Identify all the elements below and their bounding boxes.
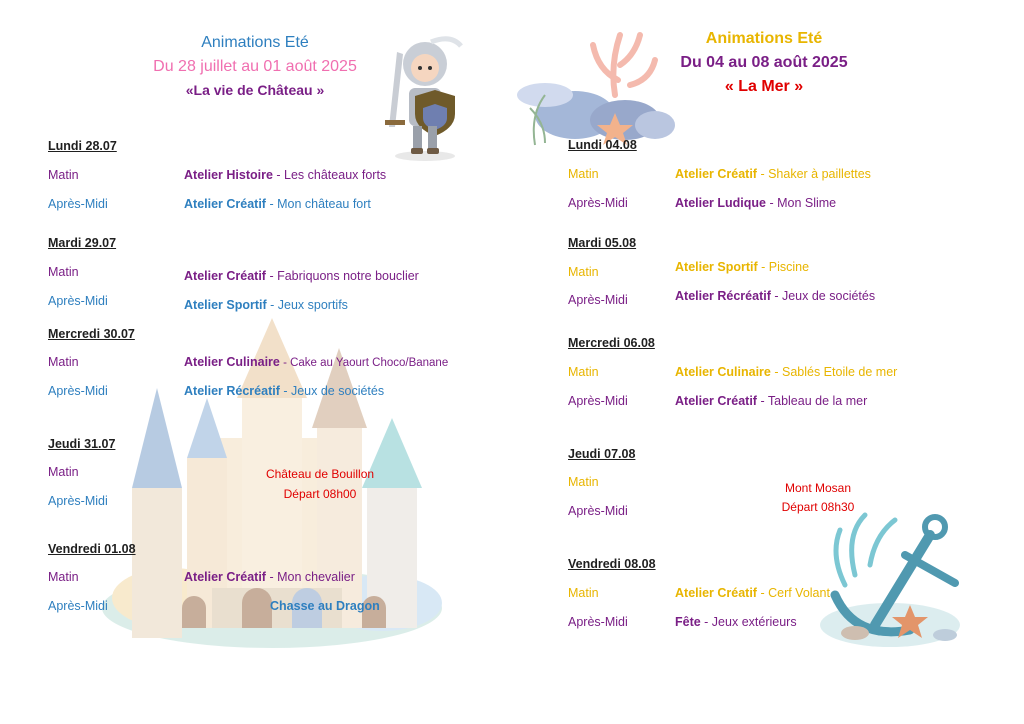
slot-apres-midi: Après-Midi [568,196,628,210]
activity [675,167,871,181]
activity-name: Atelier Créatif [184,570,266,584]
slot-matin: Matin [48,355,79,369]
day-label: Mardi 05.08 [568,236,637,250]
activity [675,196,836,210]
activity-name: Atelier Créatif [184,269,266,283]
slot-matin: Matin [568,475,599,489]
outing-departure: Départ 08h30 [781,500,855,514]
slot-matin: Matin [568,365,599,379]
right-dates: Du 04 au 08 août 2025 [680,54,848,71]
day-label: Vendredi 01.08 [48,542,136,556]
slot-apres-midi: Après-Midi [48,599,108,613]
activity [184,168,386,182]
right-theme: « La Mer » [724,78,804,95]
activity-desc: - Mon Slime [765,196,837,210]
anchor-illustration [815,505,975,655]
activity-desc: - Shaker à paillettes [756,167,871,181]
slot-apres-midi: Après-Midi [568,504,628,518]
activity-name: Atelier Histoire [184,168,273,182]
activity-name: Atelier Culinaire [675,365,771,379]
activity [184,298,348,312]
activity-name: Atelier Créatif [675,167,757,181]
activity-desc: - Sablés Etoile de mer [770,365,898,379]
activity-desc: - Mon château fort [265,197,371,211]
activity-desc: - Cerf Volant [756,586,830,600]
activity-name: Atelier Ludique [675,196,766,210]
left-dates: Du 28 juillet au 01 août 2025 [153,58,357,75]
activity [184,269,419,283]
slot-apres-midi: Après-Midi [48,197,108,211]
day-label: Lundi 04.08 [568,138,637,152]
day-label: Mercredi 30.07 [48,327,135,341]
activity [675,365,897,379]
activity [270,599,380,613]
activity-desc: - Mon chevalier [265,570,355,584]
activity-desc: - Piscine [757,260,810,274]
activity-name: Fête [675,615,701,629]
day-label: Lundi 28.07 [48,139,117,153]
slot-apres-midi: Après-Midi [48,494,108,508]
slot-apres-midi: Après-Midi [568,615,628,629]
activity-desc: - Les châteaux forts [272,168,387,182]
activity [184,355,448,369]
slot-apres-midi: Après-Midi [48,384,108,398]
day-label: Mardi 29.07 [48,236,117,250]
day-label: Jeudi 31.07 [48,437,116,451]
activity-name: Atelier Créatif [184,197,266,211]
activity-name: Atelier Créatif [675,586,757,600]
activity-desc: - Fabriquons notre bouclier [265,269,419,283]
activity-name: Atelier Sportif [675,260,758,274]
slot-matin: Matin [48,265,79,279]
slot-apres-midi: Après-Midi [568,394,628,408]
left-theme: «La vie de Château » [185,82,325,98]
day-label: Mercredi 06.08 [568,336,655,350]
day-label: Vendredi 08.08 [568,557,656,571]
activity [675,289,875,303]
slot-matin: Matin [48,570,79,584]
activity [184,384,384,398]
activity-desc: - Jeux extérieurs [700,615,797,629]
outing-destination: Mont Mosan [784,481,852,495]
activity-name: Atelier Sportif [184,298,267,312]
activity-desc: - Jeux de sociétés [770,289,876,303]
day-label: Jeudi 07.08 [568,447,636,461]
activity [675,394,867,408]
right-title: Animations Eté [705,30,823,47]
activity-name: Atelier Récréatif [184,384,280,398]
activity-name: Atelier Récréatif [675,289,771,303]
outing-destination: Château de Bouillon [265,467,375,481]
slot-matin: Matin [568,586,599,600]
activity-desc: - Jeux de sociétés [279,384,385,398]
slot-apres-midi: Après-Midi [48,294,108,308]
activity-desc: - Cake au Yaourt Choco/Banane [279,357,449,369]
slot-matin: Matin [48,465,79,479]
slot-matin: Matin [48,168,79,182]
outing-departure: Départ 08h00 [283,487,357,501]
slot-matin: Matin [568,265,599,279]
slot-matin: Matin [568,167,599,181]
activity-name: Chasse au Dragon [270,599,380,613]
activity-name: Atelier Créatif [675,394,757,408]
activity-name: Atelier Culinaire [184,355,280,369]
activity-desc: - Tableau de la mer [756,394,868,408]
activity [675,260,809,274]
activity [184,570,355,584]
activity [675,615,797,629]
activity-desc: - Jeux sportifs [266,298,348,312]
activity [675,586,830,600]
slot-apres-midi: Après-Midi [568,293,628,307]
activity [184,197,371,211]
left-title: Animations Eté [201,34,309,51]
